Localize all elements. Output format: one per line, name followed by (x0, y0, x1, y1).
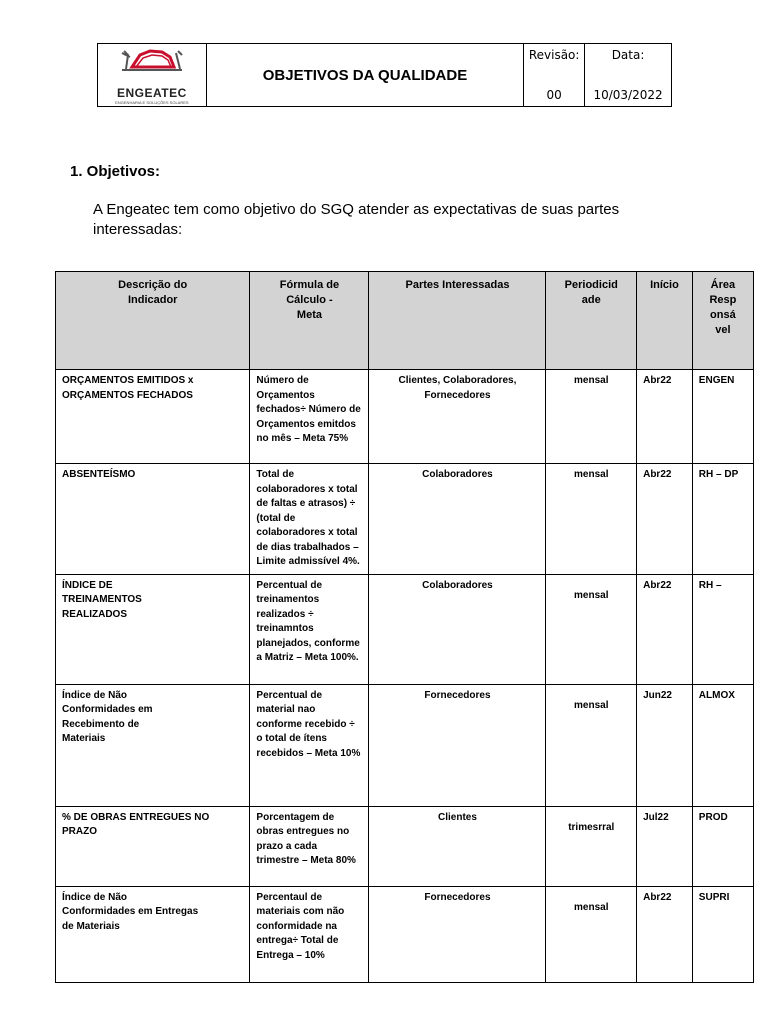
row-start: Abr22 (637, 886, 693, 982)
row-periodicity: trimesrral (546, 806, 637, 886)
header-area: Área Responsável (692, 272, 753, 370)
table-row (56, 370, 754, 464)
date-value: 10/03/2022 (593, 88, 663, 102)
section-title: 1. Objetivos: (70, 163, 161, 180)
header-periodicity: Periodicidade (546, 272, 637, 370)
table-row (56, 574, 754, 684)
row-formula: Número de Orçamentos fechados÷ Número de Orçamentos emitdos no mês – Meta 75% (250, 370, 369, 464)
table-row (56, 684, 754, 806)
header-stakeholders: Partes Interessadas (369, 272, 546, 370)
row-start: Jun22 (637, 684, 693, 806)
row-periodicity: mensal (546, 886, 637, 982)
intro-paragraph: A Engeatec tem como objetivo do SGQ atender as expectativas de suas partes interessadas: (93, 201, 620, 238)
row-formula: Total de colaboradores x total de faltas e atrasos) ÷ (total de colaboradores x total de dias trabalhados – Limite admissível 4%. (250, 464, 369, 575)
date-cell (585, 44, 672, 107)
header-formula: Fórmula de Cálculo - Meta (250, 272, 369, 370)
row-description: % DE OBRAS ENTREGUES NO PRAZO (56, 806, 250, 886)
row-stakeholders: Colaboradores (369, 464, 546, 575)
table-row (56, 464, 754, 575)
row-periodicity: mensal (546, 464, 637, 575)
row-stakeholders: Clientes, Colaboradores, Fornecedores (369, 370, 546, 464)
row-area: RH – (692, 574, 753, 684)
table-row (56, 806, 754, 886)
row-formula: Porcentagem de obras entregues no prazo a cada trimestre – Meta 80% (250, 806, 369, 886)
row-start: Abr22 (637, 370, 693, 464)
row-area: ENGEN (692, 370, 753, 464)
table-row (56, 886, 754, 982)
row-periodicity: mensal (546, 370, 637, 464)
row-description: ABSENTEÍSMO (56, 464, 250, 575)
row-periodicity: mensal (546, 684, 637, 806)
row-stakeholders: Clientes (369, 806, 546, 886)
row-periodicity: mensal (546, 574, 637, 684)
row-description: ORÇAMENTOS EMITIDOS x ORÇAMENTOS FECHADOS (56, 370, 250, 464)
row-area: RH – DP (692, 464, 753, 575)
row-description: ÍNDICE DE TREINAMENTOS REALIZADOS (56, 574, 250, 684)
document-title: OBJETIVOS DA QUALIDADE (206, 44, 523, 107)
quality-objectives-table (55, 271, 754, 983)
document-header (97, 43, 672, 107)
row-start: Abr22 (637, 464, 693, 575)
row-area: SUPRI (692, 886, 753, 982)
row-description: Índice de Não Conformidades em Entregas de Materiais (56, 886, 250, 982)
row-formula: Percentaul de materiais com não conformidade na entrega÷ Total de Entrega – 10% (250, 886, 369, 982)
row-formula: Percentual de treinamentos realizados ÷ treinamntos planejados, conforme a Matriz – Meta 100%. (250, 574, 369, 684)
table-header-row (56, 272, 754, 370)
revision-cell (524, 44, 585, 107)
header-start: Início (637, 272, 693, 370)
row-start: Jul22 (637, 806, 693, 886)
header-description: Descrição do Indicador (56, 272, 250, 370)
logo-subtext: ENGENHARIA E SOLUÇÕES SOLARES (115, 100, 189, 105)
row-area: ALMOX (692, 684, 753, 806)
row-stakeholders: Colaboradores (369, 574, 546, 684)
row-formula: Percentual de material nao conforme recebido ÷ o total de ítens recebidos – Meta 10% (250, 684, 369, 806)
row-stakeholders: Fornecedores (369, 684, 546, 806)
row-stakeholders: Fornecedores (369, 886, 546, 982)
logo-text: ENGEATEC (117, 86, 187, 100)
revision-value: 00 (546, 88, 562, 102)
logo-cell (98, 44, 207, 107)
revision-label: Revisão: (528, 48, 580, 62)
row-area: PROD (692, 806, 753, 886)
date-label: Data: (611, 48, 645, 62)
row-description: Índice de Não Conformidades em Recebimento de Materiais (56, 684, 250, 806)
row-start: Abr22 (637, 574, 693, 684)
